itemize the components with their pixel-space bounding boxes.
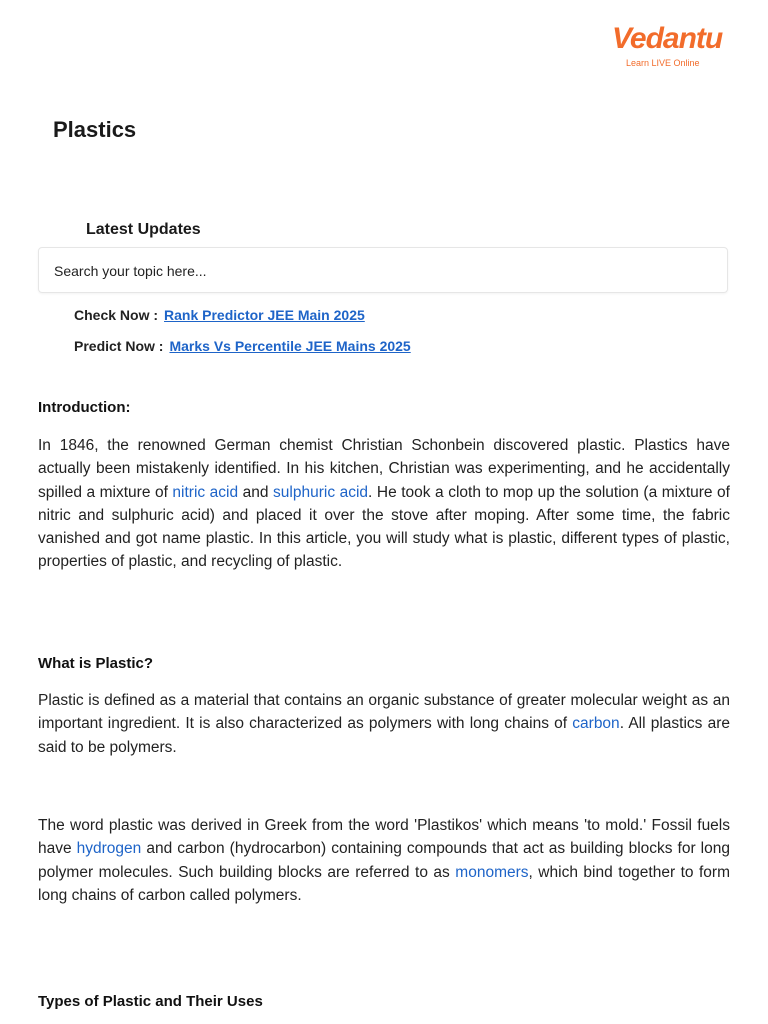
- text: . All plastics are said to be polymers.: [38, 715, 730, 756]
- what-is-plastic-paragraph: [38, 689, 730, 759]
- update-label: Predict Now :: [74, 338, 164, 354]
- introduction-paragraph: [38, 434, 730, 574]
- update-item-marks-vs-percentile: [74, 338, 411, 354]
- page-title: Plastics: [53, 117, 137, 142]
- rank-predictor-link[interactable]: Rank Predictor JEE Main 2025: [164, 307, 365, 323]
- carbon-link[interactable]: carbon: [572, 715, 620, 733]
- text: . He took a cloth to mop up the solution (a mixture of nitric and sulphuric acid) and placed it over the stove after moping. After some time, the fabric vanished and got name plastic. In this article, you will study what is plastic, different types of plastic, properties of plastic, and recycling of plastic.: [38, 483, 730, 571]
- vedantu-logo[interactable]: [612, 22, 723, 72]
- text: The word plastic was derived in Greek from the word 'Plastikos' which means 'to mold.' Fossil fuels have: [38, 817, 730, 858]
- text: Plastic is defined as a material that contains an organic substance of greater molecular weight as an important ingredient. It is also characterized as polymers with long chains of: [38, 692, 730, 733]
- text: and carbon (hydrocarbon) containing compounds that act as building blocks for long polymer molecules. Such building blocks are referred to as: [38, 840, 730, 881]
- what-is-plastic-heading: What is Plastic?: [38, 655, 154, 672]
- introduction-heading: Introduction:: [38, 399, 131, 416]
- text: and: [238, 483, 274, 501]
- latest-updates-title: Latest Updates: [86, 221, 201, 238]
- text: , which bind together to form long chains of carbon called polymers.: [38, 863, 731, 904]
- sulphuric-acid-link[interactable]: sulphuric acid: [273, 483, 369, 501]
- monomers-link[interactable]: monomers: [455, 863, 529, 881]
- types-of-plastic-heading: Types of Plastic and Their Uses: [38, 993, 263, 1010]
- nitric-acid-link[interactable]: nitric acid: [172, 483, 239, 501]
- word-origin-paragraph: [38, 814, 730, 907]
- marks-vs-percentile-link[interactable]: Marks Vs Percentile JEE Mains 2025: [169, 338, 411, 354]
- brand-name: Vedantu: [612, 22, 723, 55]
- brand-tagline: Learn LIVE Online: [626, 58, 700, 68]
- search-input[interactable]: [54, 261, 694, 281]
- text: In 1846, the renowned German chemist Christian Schonbein discovered plastic. Plastics have actually been mistakenly identified. In his kitchen, Christian was experimenting, and he accidentally spilled a mixture of: [38, 437, 730, 501]
- update-label: Check Now :: [74, 307, 159, 323]
- search-box[interactable]: [38, 247, 728, 293]
- hydrogen-link[interactable]: hydrogen: [76, 840, 142, 858]
- update-item-rank-predictor: [74, 307, 365, 323]
